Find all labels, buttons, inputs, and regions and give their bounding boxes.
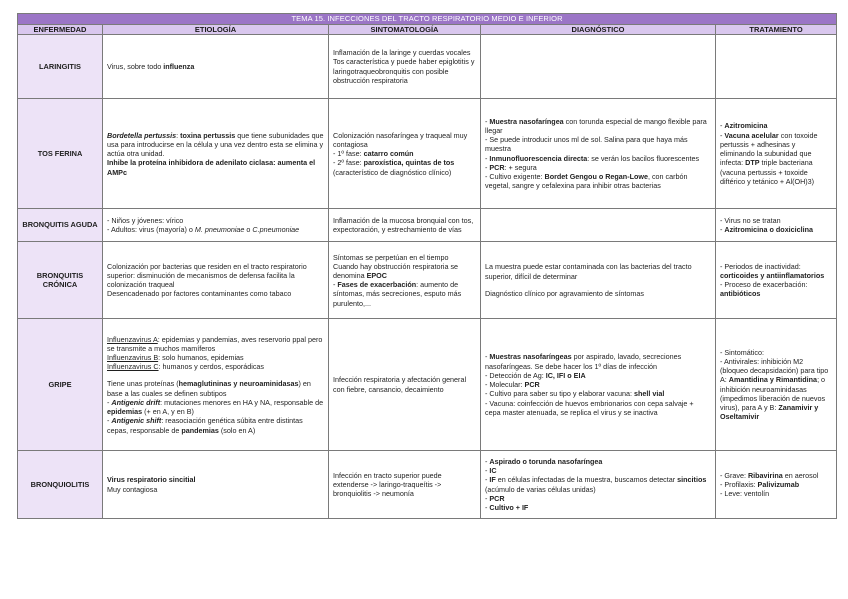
cell-line <box>333 158 476 176</box>
cell-line <box>720 225 832 234</box>
text-run: - Cultivo exigente: <box>485 172 545 182</box>
cell-line <box>333 280 476 308</box>
disease-name: LARINGITIS <box>18 35 103 99</box>
cell-line <box>333 471 476 499</box>
cell-line <box>720 471 832 480</box>
text-run: Muy contagiosa <box>107 484 158 494</box>
text-run: : solo humanos, epidemias <box>158 353 244 363</box>
text-run: corticoides y antiinflamatorios <box>720 270 825 280</box>
symptoms-cell <box>329 319 481 451</box>
text-run: Tos característica y puede haber epiglotitis y laringotraqueobronquitis con posible obstrucción respiratoria <box>333 57 475 85</box>
text-run: Inflamación de la mucosa bronquial con tos, expectoración, y estrechamiento de vías <box>333 215 474 235</box>
cell-line <box>720 280 832 298</box>
cell-line <box>485 475 711 493</box>
text-run: - Adultos: virus (mayoría) o <box>107 225 195 235</box>
text-run: - <box>107 416 112 426</box>
symptoms-cell <box>329 35 481 99</box>
text-run: - <box>107 397 112 407</box>
text-run: IF <box>489 475 496 485</box>
text-run: Influenzavirus A <box>107 334 158 344</box>
cell-line <box>107 485 324 494</box>
text-run: (+ en A, y en B) <box>142 407 194 417</box>
table-row <box>18 451 837 519</box>
text-run: Aspirado o torunda nasofaríngea <box>489 457 603 467</box>
cell-line <box>485 172 711 190</box>
etiology-cell <box>103 99 329 209</box>
cell-line <box>333 149 476 158</box>
cell-line <box>720 489 832 498</box>
header-etiologia: ETIOLOGÍA <box>103 24 329 35</box>
cell-line <box>107 216 324 225</box>
cell-line <box>107 475 324 484</box>
text-run: - Detección de Ag: <box>485 370 546 380</box>
cell-line <box>720 348 832 357</box>
text-run: - <box>485 153 490 163</box>
cell-line <box>333 253 476 262</box>
diagnosis-cell <box>481 451 716 519</box>
cell-line <box>485 163 711 172</box>
text-run: en aerosol <box>782 470 819 480</box>
text-run: Virus, sobre todo <box>107 62 164 72</box>
summary-table <box>17 13 837 519</box>
text-run: - <box>720 130 725 140</box>
symptoms-cell <box>329 242 481 319</box>
text-run: Antigenic drift <box>111 397 161 407</box>
text-run: que tiene subunidades que usa para introducirse en la célula y una vez dentro esta se elimina y actúa otra unidad. <box>107 130 324 159</box>
text-run: - Vacuna: coinfección de huevos embrionarios con cepa salvaje + cepa master atenuada, se replica el virus y se inactiva <box>485 398 694 417</box>
text-run: - Niños y jóvenes: vírico <box>107 215 184 225</box>
text-run: hemaglutininas y neuroaminidasas <box>178 379 299 389</box>
table-row <box>18 242 837 319</box>
text-run: - Leve: ventolín <box>720 489 770 499</box>
cell-line <box>485 371 711 380</box>
text-run: Inhibe la proteína inhibidora de adenilato ciclasa: aumenta el AMPc <box>107 158 316 177</box>
cell-line <box>107 362 324 371</box>
text-run: con toxoide pertussis + adhesinas y eliminando la subunidad que infecta: <box>720 130 818 168</box>
treatment-cell <box>716 451 837 519</box>
text-run: IC, IFI o EIA <box>545 370 586 380</box>
text-run: por aspirado, lavado, secreciones nasofaríngeas. Se debe hacer los 1º días de infección <box>485 352 682 371</box>
cell-line <box>485 389 711 398</box>
cell-line <box>485 352 711 370</box>
cell-line <box>107 379 324 397</box>
cell-line <box>485 135 711 153</box>
text-run: Zanamivir y Oseltamivir <box>720 403 819 422</box>
disease-name: BRONQUIOLITIS <box>18 451 103 519</box>
text-run: Infección respiratoria y afectación general con fiebre, cansancio, decaimiento <box>333 375 467 394</box>
cell-line <box>485 494 711 503</box>
cell-line <box>107 225 324 234</box>
text-run: Diagnóstico clínico por agravamiento de síntomas <box>485 288 645 298</box>
cell-line <box>485 380 711 389</box>
text-run: Desencadenado por factores contaminantes como tabaco <box>107 289 292 299</box>
disease-name: BRONQUITIS AGUDA <box>18 209 103 242</box>
cell-line <box>107 371 324 379</box>
text-run: (característico de diagnóstico clínico) <box>333 167 452 177</box>
text-run: , con carbón vegetal, sangre y cefalexina para inhibir otras bacterias <box>485 172 688 191</box>
text-run: - Virus no se tratan <box>720 215 781 225</box>
cell-line <box>485 262 711 280</box>
text-run: antibióticos <box>720 289 761 299</box>
text-run: C.pneumoniae <box>252 225 300 235</box>
header-enfermedad: ENFERMEDAD <box>18 24 103 35</box>
text-run: toxina pertussis <box>180 130 236 140</box>
treatment-cell <box>716 319 837 451</box>
text-run: o <box>244 225 253 235</box>
text-run: : mutaciones menores en HA y NA, responsable de <box>160 397 324 407</box>
cell-line <box>333 131 476 149</box>
text-run: - Profilaxis: <box>720 480 758 490</box>
cell-line <box>485 466 711 475</box>
cell-line <box>107 262 324 290</box>
text-run: - Molecular: <box>485 380 525 390</box>
cell-line <box>485 154 711 163</box>
text-run: Azitromicina o doxiciclina <box>724 225 814 235</box>
cell-line <box>485 399 711 417</box>
cell-line <box>485 457 711 466</box>
text-run: Cultivo + IF <box>489 503 529 513</box>
text-run: Vacuna acelular <box>724 130 779 140</box>
cell-line <box>333 262 476 280</box>
cell-line <box>720 216 832 225</box>
cell-line <box>333 375 476 393</box>
text-run: PCR <box>489 493 505 503</box>
text-run: - <box>333 280 338 290</box>
etiology-cell <box>103 35 329 99</box>
symptoms-cell <box>329 209 481 242</box>
table-row <box>18 319 837 451</box>
text-run: epidemias <box>107 407 143 417</box>
text-run: - <box>485 493 490 503</box>
text-run: : aumento de síntomas, más secreciones, esputo más purulento,... <box>333 280 462 308</box>
etiology-cell <box>103 319 329 451</box>
cell-line <box>720 262 832 280</box>
table-row <box>18 209 837 242</box>
text-run: - Periodos de inactividad: <box>720 261 801 271</box>
text-run: ; o inhibición neuroaminidasas (impedimos liberación de nuevos virus), para A y B: <box>720 375 826 413</box>
cell-line <box>720 121 832 130</box>
text-run: Ribavirina <box>747 470 783 480</box>
table-row <box>18 35 837 99</box>
text-run: : se verán los bacilos fluorescentes <box>587 153 700 163</box>
text-run: PCR <box>524 380 540 390</box>
text-run: Bordetella pertussis <box>107 130 177 140</box>
text-run: - 1º fase: <box>333 149 364 159</box>
treatment-cell <box>716 99 837 209</box>
text-run: - Se puede introducir unos ml de sol. Salina para que haya más muestra <box>485 135 688 154</box>
text-run: sincitios <box>677 475 707 485</box>
text-run: Virus respiratorio sincitial <box>107 475 196 485</box>
text-run: Fases de exacerbación <box>337 280 417 290</box>
text-run: - Antivirales: inhibición M2 (bloqueo decapsidación) para tipo A: <box>720 357 829 385</box>
text-run: Inflamación de la laringe y cuerdas vocales <box>333 48 471 58</box>
text-run: Amantidina y Rimantidina <box>728 375 818 385</box>
text-run: influenza <box>163 62 195 72</box>
symptoms-cell <box>329 99 481 209</box>
text-run: Muestra nasofaríngea <box>489 116 564 126</box>
document-page <box>17 13 837 519</box>
text-run: Colonización por bacterias que residen en el tracto respiratorio superior: disminución de mecanismos de defensa facilita la colonización traqueal <box>107 261 307 290</box>
treatment-cell <box>716 35 837 99</box>
text-run: Tiene unas proteínas ( <box>107 379 179 389</box>
cell-line <box>333 48 476 57</box>
treatment-cell <box>716 242 837 319</box>
text-run: - Grave: <box>720 470 748 480</box>
text-run: EPOC <box>366 270 387 280</box>
etiology-cell <box>103 209 329 242</box>
treatment-cell <box>716 209 837 242</box>
text-run: con torunda especial de mango flexible para llegar <box>485 116 707 136</box>
text-run: : <box>176 130 181 140</box>
etiology-cell <box>103 451 329 519</box>
text-run: - Cultivo para saber su tipo y elaborar vacuna: <box>485 389 635 399</box>
text-run: Influenzavirus B <box>107 353 159 363</box>
text-run: (solo en A) <box>218 425 256 435</box>
disease-name: GRIPE <box>18 319 103 451</box>
cell-line <box>333 57 476 85</box>
text-run: - <box>485 457 490 467</box>
text-run: Infección en tracto superior puede extenderse -> laringo-traqueítis -> bronquiolitis -> neumonía <box>333 470 442 499</box>
text-run: Influenzavirus C <box>107 362 159 372</box>
text-run: Inmunofluorescencia directa <box>489 153 588 163</box>
text-run: Muestras nasofaríngeas <box>489 352 572 362</box>
disease-name: BRONQUITIS CRÓNICA <box>18 242 103 319</box>
text-run: - <box>485 466 490 476</box>
cell-line <box>720 480 832 489</box>
cell-line <box>107 398 324 416</box>
text-run: triple bacteriana (vacuna pertussis + toxoide diftérico y tetánico + Al(OH)3) <box>720 158 815 186</box>
symptoms-cell <box>329 451 481 519</box>
cell-line <box>107 62 324 71</box>
text-run: - <box>485 352 490 362</box>
header-row <box>18 24 837 35</box>
text-run: - <box>485 162 490 172</box>
cell-line <box>485 503 711 512</box>
text-run: M. pneumoniae <box>194 225 245 235</box>
text-run: - <box>720 121 725 131</box>
header-diagnostico: DIAGNÓSTICO <box>481 24 716 35</box>
text-run: : epidemias y pandemias, aves reservorio ppal pero se transmite a muchos mamíferos <box>107 334 323 353</box>
text-run: - <box>485 503 490 513</box>
text-run: - Sintomático: <box>720 347 764 357</box>
cell-line <box>720 131 832 186</box>
text-run: DTP <box>745 158 760 168</box>
text-run: Bordet Gengou o Regan-Lowe <box>544 172 648 182</box>
cell-line <box>333 216 476 234</box>
text-run: catarro común <box>363 149 414 159</box>
diagnosis-cell <box>481 99 716 209</box>
text-run: Colonización nasofaríngea y traqueal muy contagiosa <box>333 130 468 149</box>
text-run: Azitromicina <box>724 121 768 131</box>
title-row <box>18 14 837 25</box>
cell-line <box>485 117 711 135</box>
text-run: La muestra puede estar contaminada con las bacterias del tracto superior, difícil de determinar <box>485 262 692 281</box>
text-run: paroxística, quintas de tos <box>363 158 455 168</box>
text-run: en células infectadas de la muestra, buscamos detectar <box>495 475 678 485</box>
cell-line <box>485 281 711 289</box>
diagnosis-cell <box>481 35 716 99</box>
disease-name: TOS FERINA <box>18 99 103 209</box>
cell-line <box>107 289 324 298</box>
text-run: Cuando hay obstrucción respiratoria se denomina <box>333 261 459 280</box>
text-run: Síntomas se perpetúan en el tiempo <box>333 252 449 262</box>
text-run: - <box>720 225 725 235</box>
cell-line <box>485 289 711 298</box>
diagnosis-cell <box>481 319 716 451</box>
cell-line <box>107 131 324 159</box>
text-run: ) en base a las cuales se definen subtipos <box>107 379 311 398</box>
header-tratamiento: TRATAMIENTO <box>716 24 837 35</box>
etiology-cell <box>103 242 329 319</box>
text-run: (acúmulo de varias células unidas) <box>485 484 596 494</box>
cell-line <box>107 353 324 362</box>
text-run: shell vial <box>634 389 665 399</box>
cell-line <box>107 158 324 176</box>
diagnosis-cell <box>481 242 716 319</box>
text-run: Palivizumab <box>757 480 800 490</box>
text-run: - Proceso de exacerbación: <box>720 280 808 290</box>
text-run: - 2º fase: <box>333 158 364 168</box>
diagnosis-cell <box>481 209 716 242</box>
table-title: TEMA 15. INFECCIONES DEL TRACTO RESPIRATORIO MEDIO E INFERIOR <box>18 14 837 25</box>
cell-line <box>107 416 324 434</box>
cell-line <box>107 335 324 353</box>
text-run: IC <box>489 466 497 476</box>
text-run: : + segura <box>504 162 537 172</box>
cell-line <box>720 357 832 422</box>
text-run: - <box>485 475 490 485</box>
text-run: : humanos y cerdos, esporádicas <box>158 362 265 372</box>
text-run: PCR <box>489 162 505 172</box>
text-run: Antigenic shift <box>111 416 162 426</box>
table-row <box>18 99 837 209</box>
text-run: pandemias <box>181 425 219 435</box>
text-run: : reasociación genética súbita entre distintas cepas, responsable de <box>107 416 303 435</box>
header-sintomatologia: SINTOMATOLOGÍA <box>329 24 481 35</box>
text-run: - <box>485 116 490 126</box>
